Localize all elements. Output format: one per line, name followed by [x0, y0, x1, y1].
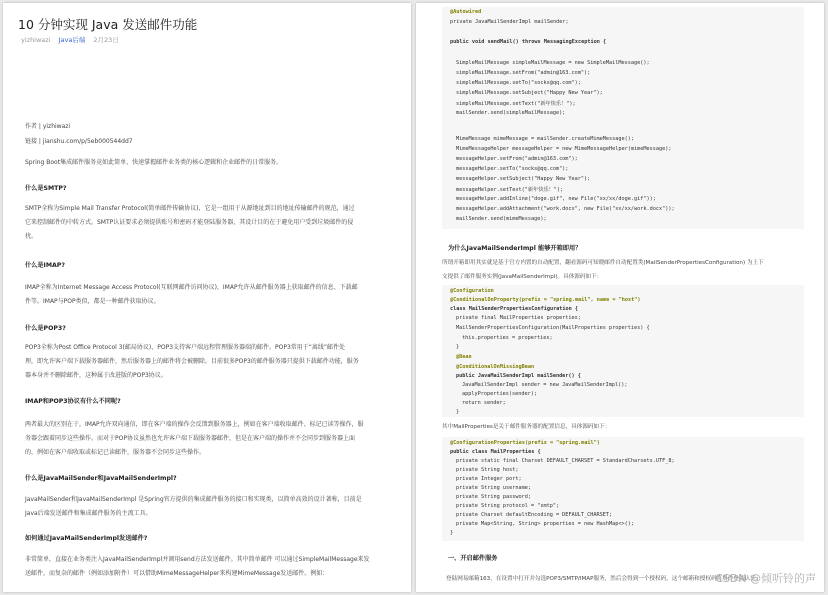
code-line: public class MailProperties { [450, 449, 541, 455]
code-line: private JavaMailSenderImpl mailSender; [450, 19, 569, 25]
diff-line-1: 两者最大的区别在于，IMAP允许双向通信，即在客户端的操作会反馈到服务器上，例如在客户端收取邮件、标记已读等操作，服 [25, 421, 364, 428]
how-line-2: 送邮件，而复杂的邮件（例如添加附件）可以借助MimeMessageHelper来构建MimeMessage发送邮件。例如： [25, 570, 329, 577]
code-line: } [456, 409, 460, 415]
code-block-mail-properties [442, 437, 804, 541]
code-line: simpleMailMessage.setFrom("admin@163.com"); [456, 70, 591, 76]
imap-line-1: IMAP全称为Internet Message Access Protocol(互联网邮件访问协议)，IMAP允许从邮件服务器上获取邮件的信息、下载邮 [25, 284, 358, 291]
code-line: applyProperties(sender); [462, 391, 537, 397]
code-line: class MailSenderPropertiesConfiguration { [450, 306, 579, 312]
document-page-left [3, 3, 411, 592]
heading-enable-mail: 一、开启邮件服务 [448, 555, 498, 562]
code-line: private Map<String, String> properties = new HashMap<>(); [456, 521, 635, 527]
pop3-line-3: 器本身并不删除邮件，这种属于改进版的POP3协议。 [25, 372, 167, 379]
code-line: @ConditionalOnMissingBean [456, 364, 535, 370]
code-line: return sender; [462, 400, 506, 406]
code-line: simpleMailMessage.setTo("socks@qq.com"); [456, 80, 581, 86]
code-line: @Autowired [450, 9, 482, 15]
code-line: public void sendMail() throws MessagingException { [450, 39, 607, 45]
why-line-1: 所谓开箱即用其实就是基于官方内置的自动配置，翻看源码可知晓邮件自动配置类(MailSenderPropertiesConfiguration) 为上下 [442, 260, 764, 266]
heading-javamailsender: 什么是JavaMailSender和JavaMailSenderImpl? [25, 475, 177, 482]
code-line: public JavaMailSenderImpl mailSender() { [456, 373, 581, 379]
code-line: private Charset defaultEncoding = DEFAULT_CHARSET; [456, 512, 613, 518]
code-block-send-mail [442, 7, 804, 229]
code-line: @Configuration [450, 288, 494, 294]
code-line: SimpleMailMessage simpleMailMessage = new SimpleMailMessage(); [456, 60, 650, 66]
why-line-2: 文提供了邮件服务实例(JavaMailSenderImpl)。具体源码如下： [442, 274, 603, 280]
code-line: messageHelper.addAttachment("work.docx", new File("xx/xx/work.docx")); [456, 206, 675, 212]
pop3-line-2: 理，即允许客户端下载服务器邮件，然后服务器上的邮件将会被删除。目前很多POP3的邮件服务器只提供下载邮件功能，服务 [25, 358, 359, 365]
heading-how-to: 如何通过JavaMailSenderImpl发送邮件? [25, 535, 148, 542]
intro-text: Spring Boot集成邮件服务竟如此简单，快速掌握邮件业务类的核心逻辑和企业邮件的日常服务。 [25, 159, 283, 166]
heading-diff: IMAP和POP3协议有什么不同呢? [25, 398, 121, 405]
csdn-watermark: CSDN @倾听铃的声 [715, 572, 816, 585]
code-line: private final MailProperties properties; [456, 315, 581, 321]
code-line: } [456, 344, 460, 350]
article-meta [21, 35, 119, 44]
diff-line-3: 的，例如在客户端收取或标记已读邮件，服务器不会同步这些操作。 [25, 449, 206, 456]
heading-smtp: 什么是SMTP? [25, 185, 67, 192]
jms-line-1: JavaMailSender和JavaMailSenderImpl 是Spring官方提供的集成邮件服务的接口和实现类，以简单高效的设计著称，目前是 [25, 496, 362, 503]
code-line: @ConditionalOnProperty(prefix = "spring.mail", name = "host") [450, 297, 641, 303]
code-line: private String host; [456, 467, 519, 473]
code-line: MimeMessageHelper messageHelper = new MimeMessageHelper(mimeMessage); [456, 146, 672, 152]
code-line: messageHelper.addInline("doge.gif", new File("xx/xx/doge.gif")); [456, 196, 656, 202]
pop3-line-1: POP3全称为Post Office Protocol 3(邮局协议)，POP3支持客户端远程管理服务器端的邮件。POP3常用于“离线”邮件处 [25, 344, 346, 351]
code-line: messageHelper.setSubject("Happy New Year"); [456, 176, 591, 182]
jms-line-2: Java后端发送邮件和集成邮件服务的主流工具。 [25, 510, 152, 517]
code-line: simpleMailMessage.setText("新年快乐！"); [456, 101, 576, 107]
code-line: JavaMailSenderImpl sender = new JavaMailSenderImpl(); [462, 382, 628, 388]
author-line: 作者 | yizhiwazi [25, 123, 71, 130]
smtp-line-3: 扰。 [25, 233, 38, 240]
code-block-autoconfig [442, 285, 804, 417]
how-line-1: 非常简单，直接在业务类注入JavaMailSenderImpl并调用send方法发送邮件。其中简单邮件 可以通过SimpleMailMessage来发 [25, 556, 370, 563]
publish-date: 2月23日 [93, 36, 119, 44]
code-line: private static final Charset DEFAULT_CHARSET = StandardCharsets.UTF_8; [456, 458, 675, 464]
code-line: messageHelper.setTo("socks@qq.com"); [456, 166, 569, 172]
category-link[interactable]: Java后端 [58, 36, 86, 44]
imap-line-2: 件等。IMAP与POP类似，都是一种邮件获取协议。 [25, 298, 160, 305]
code-line: mailSender.send(mimeMessage); [456, 216, 547, 222]
code-line: messageHelper.setText("新年快乐！"); [456, 187, 564, 193]
document-page-right [416, 3, 824, 592]
heading-why-autoconfig: 为什么JavaMailSenderImpl 能够开箱即用？ [448, 245, 582, 252]
heading-imap: 什么是IMAP? [25, 262, 65, 269]
link-line: 链接 | jianshu.com/p/5eb000544dd7 [25, 138, 133, 145]
code-line: private Integer port; [456, 476, 522, 482]
author-name: yizhiwazi [21, 36, 51, 44]
section-line-1: 登陆网易邮箱163，在设置中打开并勾选POP3/SMTP/IMAP服务，然后会得到一个授权码，这个邮箱和授权码将用作登陆认证。 [446, 576, 762, 582]
code-line: private String password; [456, 494, 531, 500]
code-line: MimeMessage mimeMessage = mailSender.createMimeMessage(); [456, 136, 635, 142]
code-line: simpleMailMessage.setSubject("Happy New Year"); [456, 90, 603, 96]
code-line: this.properties = properties; [462, 335, 553, 341]
code-line: private String protocol = "smtp"; [456, 503, 560, 509]
code-line: @Bean [456, 354, 472, 360]
props-line: 其中MailProperties是关于邮件服务器的配置信息，具体源码如下： [442, 424, 611, 430]
heading-pop3: 什么是POP3? [25, 325, 66, 332]
code-line: messageHelper.setFrom("admin@163.com"); [456, 156, 578, 162]
code-line: } [450, 530, 454, 536]
smtp-line-2: 它来控制邮件的中转方式。SMTP认证要求必须提供账号和密码才能登陆服务器，其设计目的在于避免用户受到垃圾邮件的侵 [25, 219, 354, 226]
diff-line-2: 务器会跟着同步这些操作。而对于POP协议虽然也允许客户端下载服务器邮件，但是在客户端的操作并不会同步到服务器上面 [25, 435, 355, 442]
smtp-line-1: SMTP全称为Simple Mail Transfer Protocol(简单邮件传输协议)，它是一组用于从源地址到目的地址传输邮件的规范，通过 [25, 205, 355, 212]
article-title: 10 分钟实现 Java 发送邮件功能 [18, 17, 198, 32]
code-line: @ConfigurationProperties(prefix = "spring.mail") [450, 440, 600, 446]
code-line: mailSender.send(simpleMailMessage); [456, 110, 566, 116]
code-line: private String username; [456, 485, 531, 491]
code-line: MailSenderPropertiesConfiguration(MailProperties properties) { [456, 325, 650, 331]
